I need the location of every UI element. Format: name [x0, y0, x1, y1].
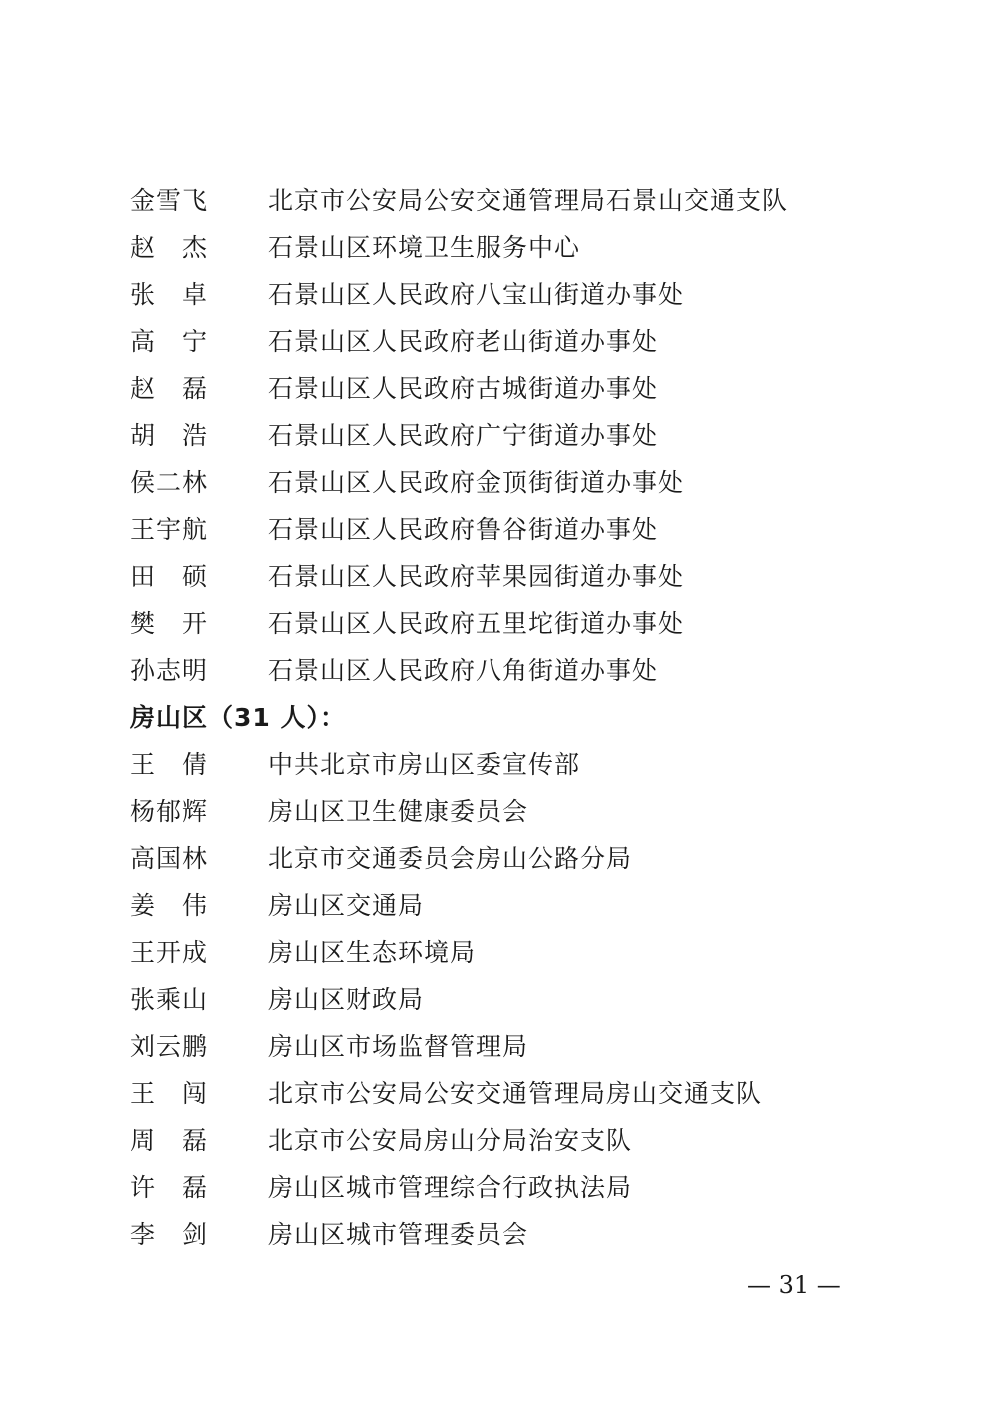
list-item [130, 788, 890, 835]
list-item [130, 412, 890, 459]
person-name: 李 剑 [130, 1220, 209, 1249]
person-name: 高国林 [130, 844, 209, 873]
person-name: 周 磊 [130, 1126, 209, 1155]
person-name: 刘云鹏 [130, 1032, 209, 1061]
organization-name: 石景山区人民政府八角街道办事处 [268, 656, 659, 685]
organization-name: 石景山区人民政府苹果园街道办事处 [268, 562, 685, 591]
list-item [130, 1211, 890, 1258]
person-name: 王 倩 [130, 750, 209, 779]
list-item [130, 741, 890, 788]
person-name: 赵 磊 [130, 374, 209, 403]
organization-name: 房山区卫生健康委员会 [268, 797, 529, 826]
person-name: 金雪飞 [130, 186, 209, 215]
person-name: 张乘山 [130, 985, 209, 1014]
organization-name: 房山区生态环境局 [268, 938, 477, 967]
person-name: 王开成 [130, 938, 209, 967]
person-name: 杨郁辉 [130, 797, 209, 826]
organization-name: 中共北京市房山区委宣传部 [268, 750, 581, 779]
organization-name: 石景山区人民政府广宁街道办事处 [268, 421, 659, 450]
organization-name: 石景山区人民政府五里坨街道办事处 [268, 609, 685, 638]
person-name: 高 宁 [130, 327, 209, 356]
organization-name: 房山区市场监督管理局 [268, 1032, 529, 1061]
list-item [130, 647, 890, 694]
list-item [130, 1023, 890, 1070]
list-item [130, 506, 890, 553]
list-item [130, 976, 890, 1023]
organization-name: 房山区交通局 [268, 891, 425, 920]
list-item [130, 177, 890, 224]
person-name: 姜 伟 [130, 891, 209, 920]
section-heading-text: 房山区（31 人）： [130, 703, 346, 732]
list-item [130, 318, 890, 365]
list-item [130, 1117, 890, 1164]
list-item [130, 929, 890, 976]
list-item [130, 1164, 890, 1211]
organization-name: 北京市公安局公安交通管理局房山交通支队 [268, 1079, 763, 1108]
organization-name: 石景山区人民政府老山街道办事处 [268, 327, 659, 356]
organization-name: 北京市公安局房山分局治安支队 [268, 1126, 633, 1155]
person-name: 侯二林 [130, 468, 209, 497]
organization-name: 房山区城市管理委员会 [268, 1220, 529, 1249]
person-name: 樊 开 [130, 609, 209, 638]
list-item [130, 365, 890, 412]
organization-name: 房山区城市管理综合行政执法局 [268, 1173, 633, 1202]
list-item [130, 835, 890, 882]
page-number-text: — 31 — [747, 1271, 841, 1299]
person-name: 王宇航 [130, 515, 209, 544]
person-name: 孙志明 [130, 656, 209, 685]
organization-name: 石景山区人民政府八宝山街道办事处 [268, 280, 685, 309]
honoree-list [130, 177, 890, 1258]
list-item [130, 1070, 890, 1117]
section-heading [130, 694, 890, 741]
person-name: 胡 浩 [130, 421, 209, 450]
organization-name: 石景山区环境卫生服务中心 [268, 233, 581, 262]
list-item [130, 882, 890, 929]
person-name: 许 磊 [130, 1173, 209, 1202]
organization-name: 石景山区人民政府金顶街街道办事处 [268, 468, 685, 497]
list-item [130, 271, 890, 318]
organization-name: 石景山区人民政府古城街道办事处 [268, 374, 659, 403]
list-item [130, 459, 890, 506]
list-item [130, 553, 890, 600]
person-name: 田 硕 [130, 562, 209, 591]
list-item [130, 600, 890, 647]
organization-name: 北京市公安局公安交通管理局石景山交通支队 [268, 186, 789, 215]
organization-name: 石景山区人民政府鲁谷街道办事处 [268, 515, 659, 544]
organization-name: 房山区财政局 [268, 985, 425, 1014]
organization-name: 北京市交通委员会房山公路分局 [268, 844, 633, 873]
person-name: 王 闯 [130, 1079, 209, 1108]
person-name: 赵 杰 [130, 233, 209, 262]
list-item [130, 224, 890, 271]
person-name: 张 卓 [130, 280, 209, 309]
